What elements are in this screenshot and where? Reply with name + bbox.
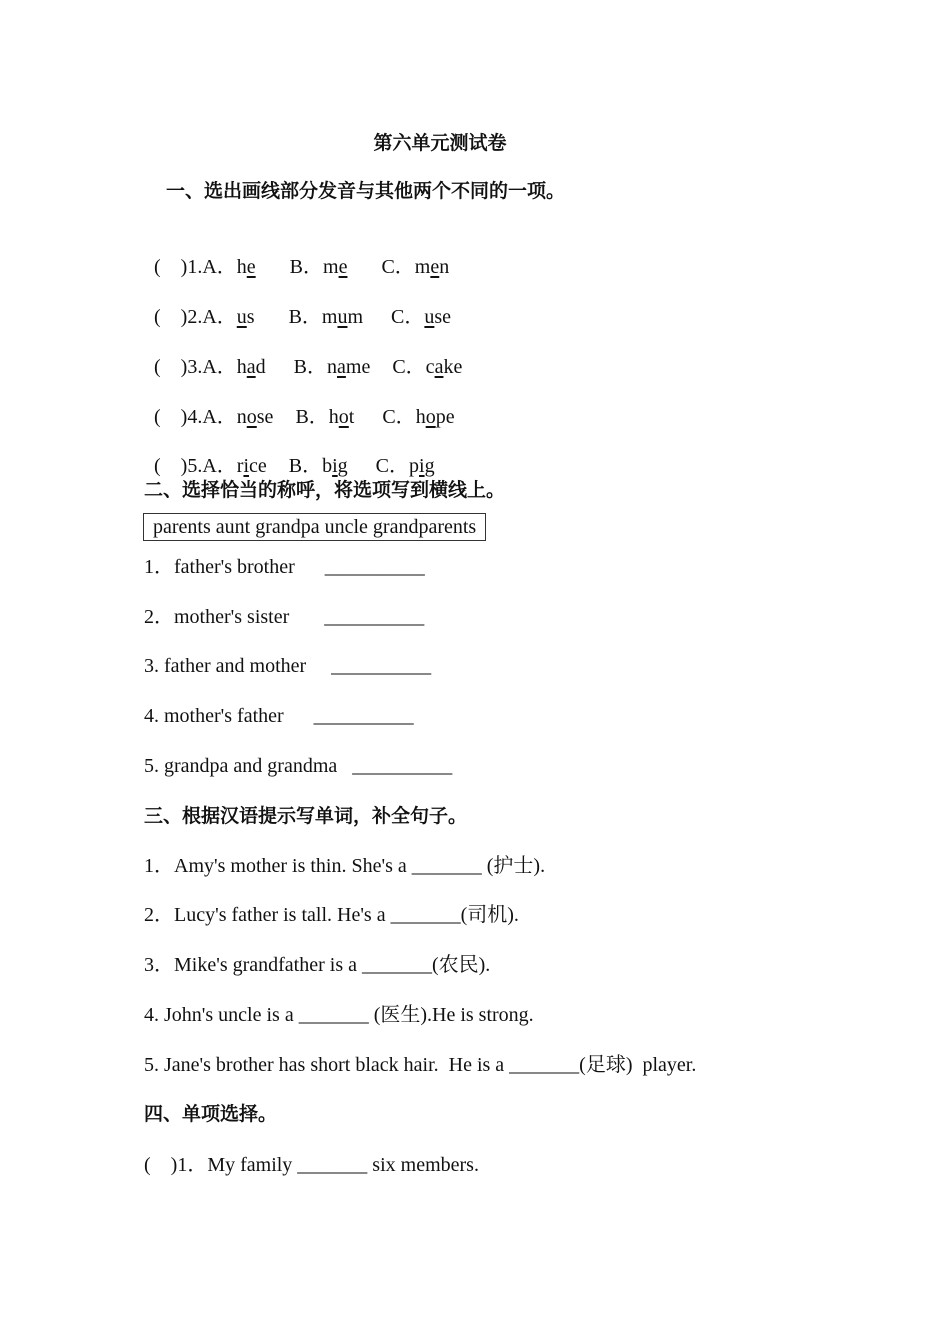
fill-item-5: 5. grandpa and grandma __________: [144, 755, 453, 777]
sentence-item-3: 3．Mike's grandfather is a _______(农民).: [144, 954, 491, 976]
fill-item-1: 1．father's brother __________: [144, 556, 425, 578]
phonics-item-2: ( )2.A．us B．mum C．use: [154, 306, 452, 328]
sentence-item-2: 2．Lucy's father is tall. He's a _______(司机).: [144, 904, 519, 926]
phonics-item-5: ( )5.A．rice B．big C．pig: [154, 455, 435, 477]
phonics-item-1: ( )1.A．he B．me C．men: [154, 256, 450, 278]
section1-heading: 一、选出画线部分发音与其他两个不同的一项。: [166, 180, 566, 202]
choice-item-1: ( )1．My family _______ six members.: [144, 1154, 479, 1176]
page-title: 第六单元测试卷: [373, 132, 507, 154]
fill-item-3: 3. father and mother __________: [144, 655, 432, 677]
section3-heading: 三、根据汉语提示写单词，补全句子。: [144, 805, 468, 827]
section2-heading: 二、选择恰当的称呼，将选项写到横线上。: [144, 479, 506, 501]
sentence-item-4: 4. John's uncle is a _______ (医生).He is strong.: [144, 1004, 534, 1026]
phonics-item-4: ( )4.A．nose B．hot C．hope: [154, 406, 455, 428]
sentence-item-5: 5. Jane's brother has short black hair. He is a _______(足球) player.: [144, 1054, 697, 1076]
sentence-item-1: 1．Amy's mother is thin. She's a _______ (护士).: [144, 855, 546, 877]
fill-item-2: 2．mother's sister __________: [144, 606, 425, 628]
phonics-item-3: ( )3.A．had B．name C．cake: [154, 356, 463, 378]
fill-item-4: 4. mother's father __________: [144, 705, 414, 727]
word-bank: parents aunt grandpa uncle grandparents: [143, 513, 486, 541]
section4-heading: 四、单项选择。: [144, 1103, 278, 1125]
